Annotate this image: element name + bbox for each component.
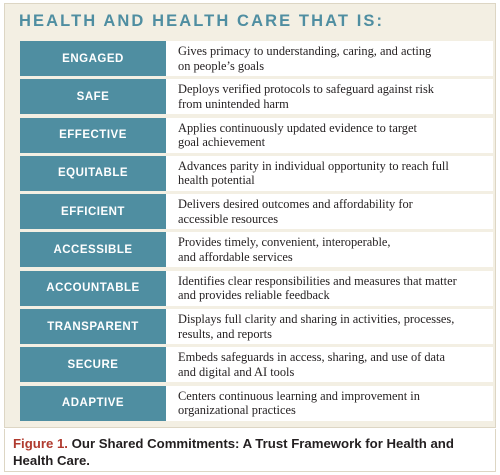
term-description: Deploys verified protocols to safeguard against risk from unintended harm: [166, 79, 493, 114]
framework-panel: [4, 3, 496, 428]
table-row: [20, 41, 493, 76]
term-label: EFFECTIVE: [20, 118, 166, 153]
term-label: EQUITABLE: [20, 156, 166, 191]
table-row: [20, 347, 493, 382]
term-label: ADAPTIVE: [20, 386, 166, 421]
term-description: Displays full clarity and sharing in activities, processes, results, and reports: [166, 309, 493, 344]
term-description: Centers continuous learning and improvement in organizational practices: [166, 386, 493, 421]
table-row: [20, 194, 493, 229]
figure-caption: [4, 429, 496, 472]
term-label: ACCESSIBLE: [20, 232, 166, 267]
term-description: Gives primacy to understanding, caring, and acting on people’s goals: [166, 41, 493, 76]
term-description: Provides timely, convenient, interoperable, and affordable services: [166, 232, 493, 267]
table-row: [20, 386, 493, 421]
figure-caption-text: Our Shared Commitments: A Trust Framework for Health and Health Care.: [13, 436, 454, 468]
table-row: [20, 118, 493, 153]
panel-heading: HEALTH AND HEALTH CARE THAT IS:: [19, 12, 385, 30]
term-label: SAFE: [20, 79, 166, 114]
term-description: Identifies clear responsibilities and measures that matter and provides reliable feedback: [166, 271, 493, 306]
term-label: EFFICIENT: [20, 194, 166, 229]
term-label: TRANSPARENT: [20, 309, 166, 344]
table-row: [20, 156, 493, 191]
term-description: Advances parity in individual opportunity to reach full health potential: [166, 156, 493, 191]
table-row: [20, 79, 493, 114]
term-label: SECURE: [20, 347, 166, 382]
term-description: Applies continuously updated evidence to target goal achievement: [166, 118, 493, 153]
framework-table: [20, 41, 493, 424]
term-label: ENGAGED: [20, 41, 166, 76]
term-description: Embeds safeguards in access, sharing, and use of data and digital and AI tools: [166, 347, 493, 382]
table-row: [20, 271, 493, 306]
term-label: ACCOUNTABLE: [20, 271, 166, 306]
figure-label: Figure 1.: [13, 436, 68, 451]
table-row: [20, 232, 493, 267]
table-row: [20, 309, 493, 344]
term-description: Delivers desired outcomes and affordability for accessible resources: [166, 194, 493, 229]
